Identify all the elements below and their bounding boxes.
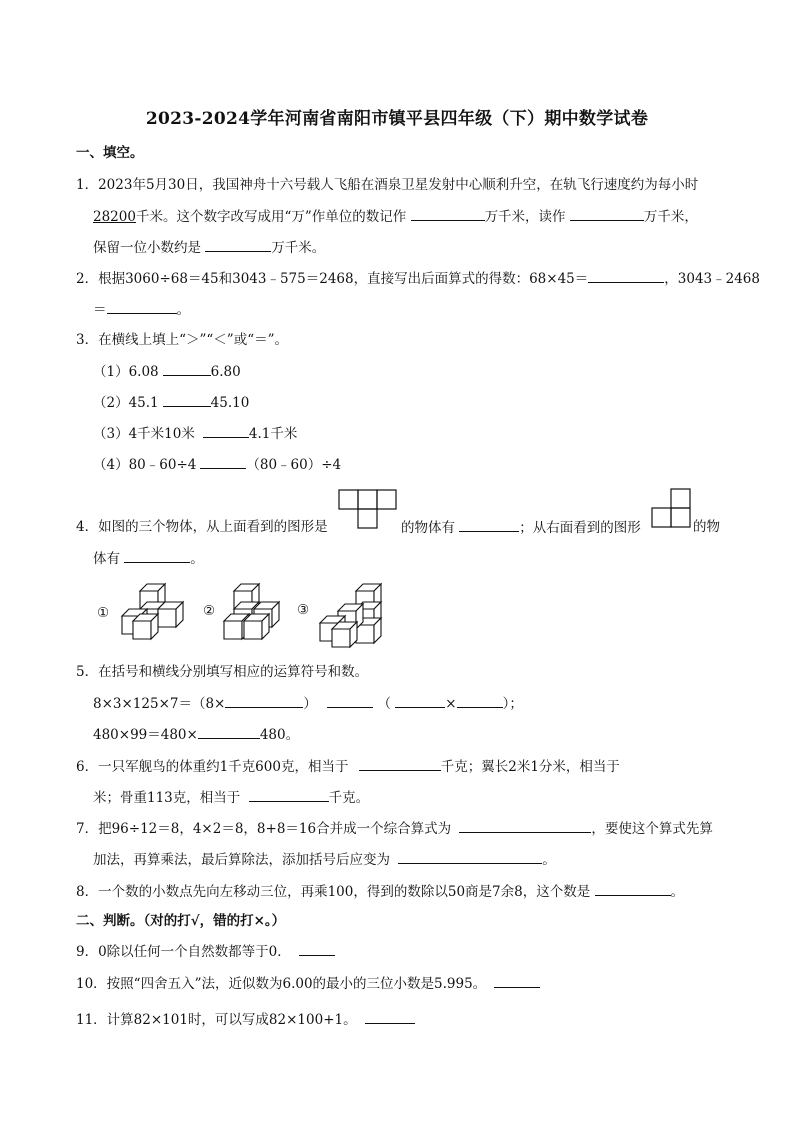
question-4-line-2: 体有 。	[93, 548, 204, 569]
answer-blank[interactable]	[107, 299, 177, 314]
answer-blank[interactable]	[205, 237, 271, 252]
answer-blank[interactable]	[395, 693, 445, 708]
unit-cube	[158, 602, 183, 627]
question-5-line-2: 480×99＝480× 480。	[93, 724, 299, 745]
cube-object-2	[220, 582, 300, 642]
unit-cube	[244, 614, 269, 639]
object-label-3: ③	[297, 602, 310, 618]
right-view-shape-figure	[651, 488, 693, 530]
page-title: 2023-2024学年河南省南阳市镇平县四年级（下）期中数学试卷	[145, 109, 649, 129]
question-3-prompt: 3．在横线上填上“＞”“＜”或“＝”。	[76, 332, 288, 348]
question-5-prompt: 5．在括号和横线分别填写相应的运算符号和数。	[76, 664, 369, 680]
question-3-item-2: （2）45.1 45.10	[93, 392, 249, 413]
answer-blank[interactable]	[398, 849, 542, 864]
question-2-line-2: ＝ 。	[93, 299, 190, 320]
question-7-line-2: 加法，再算乘法，最后算除法，添加括号后应变为 。	[93, 849, 556, 870]
unit-cube	[332, 622, 357, 647]
question-4-line-1a: 4．如图的三个物体，从上面看到的图形是	[76, 519, 328, 535]
section-heading-judge: 二、判断。（对的打√，错的打×。）	[76, 913, 286, 929]
answer-blank[interactable]	[595, 881, 671, 896]
answer-blank[interactable]	[459, 818, 591, 833]
answer-blank[interactable]	[327, 693, 373, 708]
section-heading-fill: 一、填空。	[76, 145, 144, 161]
question-7-line-1: 7．把96÷12＝8，4×2＝8，8+8＝16合并成一个综合算式为 ，要使这个算式先算	[76, 818, 713, 839]
cube-object-3	[316, 582, 396, 642]
question-6-line-2: 米；骨重113克，相当于 千克。	[93, 787, 369, 808]
question-9: 9．0除以任何一个自然数都等于0．	[76, 941, 335, 962]
question-3-item-1: （1）6.08 6.80	[93, 361, 241, 382]
answer-blank[interactable]	[200, 454, 246, 469]
question-4-line-1c: 的物	[693, 519, 720, 535]
answer-blank[interactable]	[225, 693, 303, 708]
question-10: 10．按照“四舍五入”法，近似数为6.00的最小的三位小数是5.995。	[76, 973, 540, 994]
answer-blank[interactable]	[457, 693, 503, 708]
question-3-item-4: （4）80﹣60÷4 （80﹣60）÷4	[93, 454, 341, 475]
question-3-item-3: （3）4千米10米 4.1千米	[93, 423, 297, 444]
unit-cube	[133, 614, 158, 639]
question-2-line-1: 2．根据3060÷68＝45和3043﹣575＝2468，直接写出后面算式的得数：68×45＝ ，3043﹣2468	[76, 268, 760, 289]
question-11: 11．计算82×101时，可以写成82×100+1。	[76, 1009, 415, 1030]
answer-blank[interactable]	[588, 268, 664, 283]
question-1-line-3: 保留一位小数约是 万千米。	[93, 237, 325, 258]
underlined-number: 28200	[93, 209, 136, 225]
answer-blank[interactable]	[198, 724, 260, 739]
answer-blank[interactable]	[365, 1009, 415, 1024]
answer-blank[interactable]	[411, 206, 485, 221]
answer-blank[interactable]	[203, 423, 249, 438]
cube-object-1	[118, 582, 198, 642]
question-1-line-1: 1．2023年5月30日，我国神舟十六号载人飞船在酒泉卫星发射中心顺利升空，在轨飞行速度约为每小时	[76, 177, 699, 193]
top-view-shape-figure	[338, 489, 398, 531]
answer-blank[interactable]	[570, 206, 644, 221]
answer-blank[interactable]	[299, 941, 335, 956]
answer-blank[interactable]	[359, 756, 441, 771]
question-8: 8．一个数的小数点先向左移动三位，再乘100，得到的数除以50商是7余8，这个数是 。	[76, 881, 684, 902]
question-5-line-1: 8×3×125×7＝（8× ） （ × ）；	[93, 693, 523, 714]
question-4-line-1b: 的物体有 ；从右面看到的图形	[401, 517, 641, 538]
answer-blank[interactable]	[249, 787, 329, 802]
answer-blank[interactable]	[124, 548, 190, 563]
question-6-line-1: 6．一只军舰鸟的体重约1千克600克，相当于 千克；翼长2米1分米，相当于	[76, 756, 620, 777]
answer-blank[interactable]	[494, 973, 540, 988]
question-1-line-2: 28200千米。这个数字改写成用“万”作单位的数记作 万千米，读作 万千米，	[93, 206, 698, 227]
object-label-1: ①	[97, 605, 110, 621]
object-label-2: ②	[203, 603, 216, 619]
answer-blank[interactable]	[459, 517, 519, 532]
answer-blank[interactable]	[163, 392, 211, 407]
answer-blank[interactable]	[163, 361, 211, 376]
